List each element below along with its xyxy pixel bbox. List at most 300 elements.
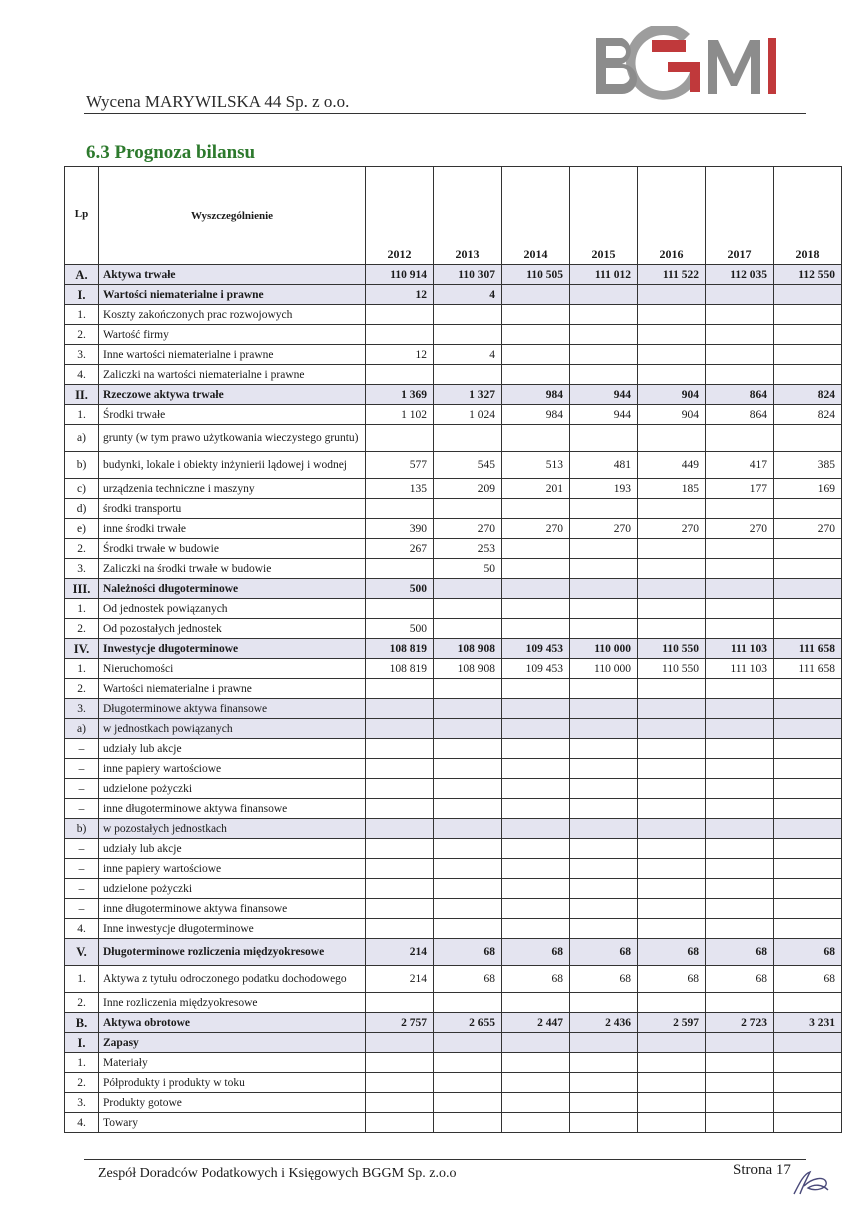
value-cell <box>570 739 638 759</box>
row-label-cell: Wartość firmy <box>99 325 366 345</box>
value-cell <box>570 599 638 619</box>
value-cell <box>638 539 706 559</box>
value-cell <box>434 819 502 839</box>
table-row <box>65 385 842 405</box>
value-cell <box>434 719 502 739</box>
value-cell <box>434 1113 502 1133</box>
value-cell: 481 <box>570 452 638 479</box>
value-cell: 824 <box>774 385 842 405</box>
value-cell <box>638 1053 706 1073</box>
row-label-cell: Rzeczowe aktywa trwałe <box>99 385 366 405</box>
table-row <box>65 966 842 993</box>
value-cell <box>434 1033 502 1053</box>
value-cell: 2 447 <box>502 1013 570 1033</box>
row-number-cell: 1. <box>65 305 99 325</box>
value-cell <box>434 839 502 859</box>
value-cell <box>638 619 706 639</box>
value-cell: 68 <box>502 939 570 966</box>
bggm-logo <box>590 26 780 104</box>
row-label-cell: udziały lub akcje <box>99 739 366 759</box>
row-number-cell: II. <box>65 385 99 405</box>
value-cell <box>570 425 638 452</box>
value-cell: 1 102 <box>366 405 434 425</box>
row-number-cell: 4. <box>65 365 99 385</box>
value-cell <box>638 1033 706 1053</box>
value-cell: 449 <box>638 452 706 479</box>
table-row <box>65 599 842 619</box>
value-cell <box>774 699 842 719</box>
value-cell <box>706 1053 774 1073</box>
value-cell <box>638 365 706 385</box>
row-number-cell: 3. <box>65 699 99 719</box>
value-cell <box>638 679 706 699</box>
value-cell <box>706 819 774 839</box>
value-cell <box>570 819 638 839</box>
value-cell: 108 908 <box>434 659 502 679</box>
row-number-cell: 4. <box>65 1113 99 1133</box>
table-row <box>65 679 842 699</box>
value-cell <box>774 325 842 345</box>
table-row <box>65 579 842 599</box>
value-cell: 904 <box>638 405 706 425</box>
table-row <box>65 719 842 739</box>
value-cell <box>638 345 706 365</box>
value-cell <box>434 1053 502 1073</box>
value-cell <box>502 1033 570 1053</box>
value-cell: 68 <box>434 939 502 966</box>
value-cell <box>366 719 434 739</box>
row-number-cell: 2. <box>65 325 99 345</box>
value-cell <box>366 679 434 699</box>
value-cell <box>570 365 638 385</box>
row-number-cell: – <box>65 799 99 819</box>
value-cell <box>638 325 706 345</box>
row-label-cell: Inne rozliczenia międzyokresowe <box>99 993 366 1013</box>
value-cell <box>706 759 774 779</box>
value-cell <box>774 619 842 639</box>
value-cell <box>434 325 502 345</box>
value-cell <box>774 559 842 579</box>
row-number-cell: 1. <box>65 599 99 619</box>
value-cell <box>774 305 842 325</box>
value-cell <box>638 699 706 719</box>
value-cell: 68 <box>638 939 706 966</box>
column-header-year: 2017 <box>706 167 774 265</box>
value-cell: 111 658 <box>774 659 842 679</box>
value-cell <box>502 425 570 452</box>
footer-divider <box>84 1159 806 1160</box>
value-cell <box>366 779 434 799</box>
value-cell <box>706 899 774 919</box>
row-label-cell: Materiały <box>99 1053 366 1073</box>
value-cell: 2 757 <box>366 1013 434 1033</box>
value-cell <box>706 799 774 819</box>
value-cell: 1 024 <box>434 405 502 425</box>
value-cell <box>774 425 842 452</box>
row-label-cell: Towary <box>99 1113 366 1133</box>
row-number-cell: 2. <box>65 679 99 699</box>
value-cell: 4 <box>434 285 502 305</box>
row-number-cell: – <box>65 839 99 859</box>
value-cell <box>570 699 638 719</box>
table-row <box>65 265 842 285</box>
table-row <box>65 499 842 519</box>
table-row <box>65 1093 842 1113</box>
value-cell: 109 453 <box>502 639 570 659</box>
value-cell <box>638 559 706 579</box>
value-cell: 12 <box>366 345 434 365</box>
value-cell <box>638 819 706 839</box>
value-cell <box>366 499 434 519</box>
value-cell: 177 <box>706 479 774 499</box>
value-cell: 68 <box>706 966 774 993</box>
value-cell <box>570 759 638 779</box>
value-cell <box>502 1053 570 1073</box>
value-cell <box>706 499 774 519</box>
value-cell: 109 453 <box>502 659 570 679</box>
value-cell <box>774 1073 842 1093</box>
value-cell <box>638 1113 706 1133</box>
row-number-cell: – <box>65 779 99 799</box>
value-cell <box>434 499 502 519</box>
table-row <box>65 659 842 679</box>
table-row <box>65 325 842 345</box>
value-cell <box>434 919 502 939</box>
table-row <box>65 939 842 966</box>
value-cell: 110 550 <box>638 639 706 659</box>
value-cell: 112 035 <box>706 265 774 285</box>
value-cell <box>434 305 502 325</box>
value-cell: 68 <box>638 966 706 993</box>
table-row <box>65 919 842 939</box>
row-number-cell: I. <box>65 285 99 305</box>
value-cell <box>502 859 570 879</box>
value-cell <box>570 839 638 859</box>
row-number-cell: III. <box>65 579 99 599</box>
value-cell <box>434 365 502 385</box>
value-cell <box>502 619 570 639</box>
value-cell: 68 <box>502 966 570 993</box>
value-cell <box>502 719 570 739</box>
value-cell <box>774 819 842 839</box>
value-cell <box>570 619 638 639</box>
row-number-cell: 1. <box>65 659 99 679</box>
value-cell: 2 723 <box>706 1013 774 1033</box>
value-cell <box>774 679 842 699</box>
value-cell <box>706 539 774 559</box>
value-cell <box>774 879 842 899</box>
value-cell <box>502 799 570 819</box>
column-header-year: 2018 <box>774 167 842 265</box>
value-cell <box>434 699 502 719</box>
value-cell <box>570 539 638 559</box>
value-cell <box>366 839 434 859</box>
table-row <box>65 479 842 499</box>
value-cell <box>366 799 434 819</box>
row-label-cell: inne środki trwałe <box>99 519 366 539</box>
value-cell: 201 <box>502 479 570 499</box>
value-cell <box>706 859 774 879</box>
table-row <box>65 405 842 425</box>
column-header-year: 2014 <box>502 167 570 265</box>
value-cell <box>570 345 638 365</box>
value-cell <box>434 993 502 1013</box>
value-cell <box>774 539 842 559</box>
value-cell <box>638 859 706 879</box>
value-cell: 270 <box>570 519 638 539</box>
footer-company-name: Zespół Doradców Podatkowych i Księgowych BGGM Sp. z.o.o <box>98 1166 457 1181</box>
table-row <box>65 799 842 819</box>
row-label-cell: Aktywa obrotowe <box>99 1013 366 1033</box>
value-cell: 385 <box>774 452 842 479</box>
value-cell <box>502 559 570 579</box>
value-cell: 12 <box>366 285 434 305</box>
row-label-cell: udzielone pożyczki <box>99 879 366 899</box>
value-cell: 2 436 <box>570 1013 638 1033</box>
value-cell: 193 <box>570 479 638 499</box>
value-cell: 270 <box>638 519 706 539</box>
value-cell <box>366 325 434 345</box>
value-cell: 984 <box>502 385 570 405</box>
table-row <box>65 639 842 659</box>
value-cell <box>502 699 570 719</box>
value-cell <box>434 599 502 619</box>
value-cell <box>434 679 502 699</box>
value-cell <box>502 305 570 325</box>
value-cell <box>774 859 842 879</box>
value-cell: 253 <box>434 539 502 559</box>
value-cell <box>502 739 570 759</box>
value-cell <box>502 879 570 899</box>
row-number-cell: 1. <box>65 405 99 425</box>
value-cell <box>638 799 706 819</box>
value-cell: 111 103 <box>706 639 774 659</box>
value-cell <box>570 1033 638 1053</box>
value-cell <box>502 779 570 799</box>
row-label-cell: Produkty gotowe <box>99 1093 366 1113</box>
row-number-cell: B. <box>65 1013 99 1033</box>
value-cell <box>366 559 434 579</box>
value-cell <box>502 919 570 939</box>
value-cell: 500 <box>366 579 434 599</box>
value-cell <box>774 899 842 919</box>
value-cell <box>774 599 842 619</box>
value-cell <box>570 325 638 345</box>
row-label-cell: urządzenia techniczne i maszyny <box>99 479 366 499</box>
row-number-cell: V. <box>65 939 99 966</box>
value-cell <box>774 579 842 599</box>
value-cell: 108 819 <box>366 659 434 679</box>
value-cell: 864 <box>706 405 774 425</box>
value-cell <box>502 285 570 305</box>
value-cell <box>570 799 638 819</box>
value-cell: 68 <box>570 966 638 993</box>
balance-forecast-table-wrapper <box>64 166 842 1133</box>
value-cell: 1 327 <box>434 385 502 405</box>
value-cell <box>366 1093 434 1113</box>
value-cell: 864 <box>706 385 774 405</box>
value-cell: 545 <box>434 452 502 479</box>
value-cell <box>706 739 774 759</box>
row-label-cell: Aktywa trwałe <box>99 265 366 285</box>
value-cell <box>366 699 434 719</box>
value-cell <box>638 719 706 739</box>
row-number-cell: 4. <box>65 919 99 939</box>
value-cell <box>366 1053 434 1073</box>
value-cell: 824 <box>774 405 842 425</box>
column-header-year: 2012 <box>366 167 434 265</box>
row-number-cell: a) <box>65 425 99 452</box>
value-cell: 944 <box>570 405 638 425</box>
row-label-cell: Nieruchomości <box>99 659 366 679</box>
value-cell: 390 <box>366 519 434 539</box>
value-cell <box>434 859 502 879</box>
value-cell <box>706 425 774 452</box>
row-number-cell: e) <box>65 519 99 539</box>
column-header-year: 2015 <box>570 167 638 265</box>
row-number-cell: 2. <box>65 993 99 1013</box>
value-cell <box>570 899 638 919</box>
row-label-cell: Wartości niematerialne i prawne <box>99 679 366 699</box>
value-cell <box>570 559 638 579</box>
row-label-cell: Inwestycje długoterminowe <box>99 639 366 659</box>
value-cell <box>638 499 706 519</box>
row-number-cell: 1. <box>65 966 99 993</box>
row-label-cell: Długoterminowe rozliczenia międzyokresowe <box>99 939 366 966</box>
row-label-cell: grunty (w tym prawo użytkowania wieczystego gruntu) <box>99 425 366 452</box>
value-cell: 270 <box>502 519 570 539</box>
value-cell <box>434 759 502 779</box>
value-cell: 68 <box>706 939 774 966</box>
value-cell <box>638 779 706 799</box>
row-label-cell: budynki, lokale i obiekty inżynierii lądowej i wodnej <box>99 452 366 479</box>
value-cell <box>366 1113 434 1133</box>
value-cell <box>706 365 774 385</box>
value-cell <box>638 1093 706 1113</box>
value-cell <box>366 859 434 879</box>
value-cell: 944 <box>570 385 638 405</box>
row-number-cell: c) <box>65 479 99 499</box>
balance-forecast-table <box>64 166 842 1133</box>
value-cell: 110 505 <box>502 265 570 285</box>
value-cell <box>366 899 434 919</box>
handwritten-initials-signature <box>790 1168 832 1198</box>
value-cell <box>706 679 774 699</box>
value-cell <box>570 285 638 305</box>
value-cell <box>434 1073 502 1093</box>
value-cell <box>706 579 774 599</box>
value-cell <box>706 1113 774 1133</box>
value-cell <box>502 993 570 1013</box>
document-header-title: Wycena MARYWILSKA 44 Sp. z o.o. <box>86 92 350 111</box>
value-cell <box>774 759 842 779</box>
value-cell <box>502 819 570 839</box>
row-label-cell: w jednostkach powiązanych <box>99 719 366 739</box>
row-label-cell: Półprodukty i produkty w toku <box>99 1073 366 1093</box>
table-row <box>65 779 842 799</box>
value-cell: 68 <box>434 966 502 993</box>
value-cell: 214 <box>366 966 434 993</box>
row-number-cell: 3. <box>65 559 99 579</box>
value-cell: 270 <box>434 519 502 539</box>
row-number-cell: – <box>65 759 99 779</box>
row-label-cell: Koszty zakończonych prac rozwojowych <box>99 305 366 325</box>
value-cell <box>706 839 774 859</box>
row-label-cell: środki transportu <box>99 499 366 519</box>
row-label-cell: inne długoterminowe aktywa finansowe <box>99 799 366 819</box>
value-cell <box>638 879 706 899</box>
row-number-cell: – <box>65 879 99 899</box>
value-cell <box>502 839 570 859</box>
value-cell <box>366 739 434 759</box>
value-cell: 110 914 <box>366 265 434 285</box>
value-cell: 270 <box>774 519 842 539</box>
value-cell <box>638 899 706 919</box>
value-cell: 111 522 <box>638 265 706 285</box>
row-number-cell: A. <box>65 265 99 285</box>
table-row <box>65 539 842 559</box>
row-number-cell: 2. <box>65 1073 99 1093</box>
value-cell: 267 <box>366 539 434 559</box>
value-cell <box>638 285 706 305</box>
value-cell: 185 <box>638 479 706 499</box>
value-cell: 110 550 <box>638 659 706 679</box>
value-cell <box>706 779 774 799</box>
value-cell <box>366 305 434 325</box>
value-cell <box>706 919 774 939</box>
value-cell <box>774 1033 842 1053</box>
table-row <box>65 1013 842 1033</box>
value-cell <box>638 919 706 939</box>
table-row <box>65 365 842 385</box>
row-number-cell: 1. <box>65 1053 99 1073</box>
value-cell <box>434 619 502 639</box>
value-cell: 4 <box>434 345 502 365</box>
value-cell <box>434 739 502 759</box>
value-cell: 500 <box>366 619 434 639</box>
row-label-cell: udzielone pożyczki <box>99 779 366 799</box>
row-label-cell: inne papiery wartościowe <box>99 859 366 879</box>
value-cell: 513 <box>502 452 570 479</box>
table-row <box>65 839 842 859</box>
value-cell: 112 550 <box>774 265 842 285</box>
value-cell <box>570 1113 638 1133</box>
row-label-cell: Wartości niematerialne i prawne <box>99 285 366 305</box>
table-row <box>65 1113 842 1133</box>
value-cell <box>434 899 502 919</box>
value-cell <box>502 325 570 345</box>
value-cell <box>502 759 570 779</box>
value-cell: 50 <box>434 559 502 579</box>
row-label-cell: Inne wartości niematerialne i prawne <box>99 345 366 365</box>
value-cell <box>366 599 434 619</box>
table-row <box>65 452 842 479</box>
value-cell <box>366 819 434 839</box>
row-number-cell: – <box>65 859 99 879</box>
value-cell <box>638 993 706 1013</box>
value-cell <box>570 919 638 939</box>
value-cell <box>502 599 570 619</box>
value-cell <box>774 779 842 799</box>
value-cell <box>502 499 570 519</box>
row-number-cell: b) <box>65 819 99 839</box>
table-body <box>65 265 842 1133</box>
value-cell: 417 <box>706 452 774 479</box>
row-number-cell: d) <box>65 499 99 519</box>
value-cell: 984 <box>502 405 570 425</box>
row-label-cell: Aktywa z tytułu odroczonego podatku dochodowego <box>99 966 366 993</box>
value-cell <box>774 1113 842 1133</box>
